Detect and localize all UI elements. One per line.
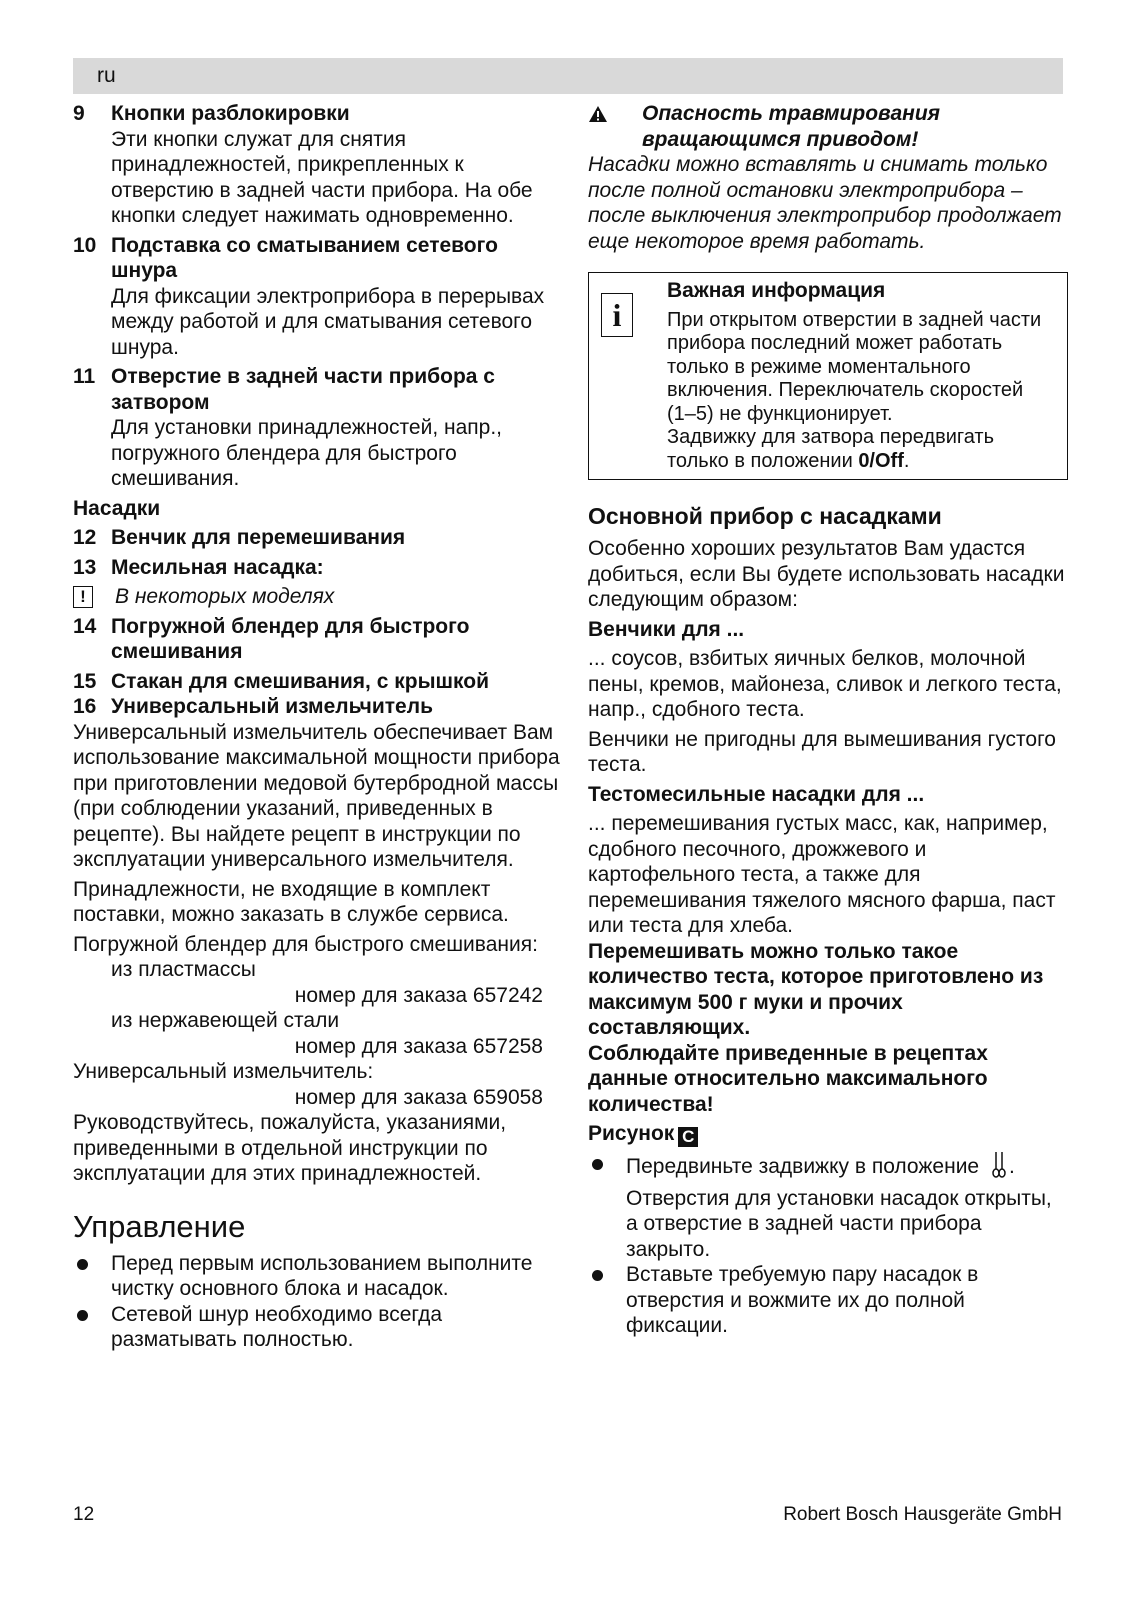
item-title: Месильная насадка: (111, 555, 324, 579)
bullet-text: Перед первым использованием выполните чистку основного блока и насадок. (111, 1251, 533, 1300)
list-item (73, 233, 563, 361)
manual-reference: Руководствуйтесь, пожалуйста, указаниями, приведенными в отдельной инструкции по эксплуатации для этих принадлежностей. (73, 1111, 507, 1185)
order-number: номер для заказа 657258 (294, 1034, 543, 1058)
figure-letter-badge: C (678, 1127, 698, 1147)
list-item (73, 101, 563, 229)
item-title: Венчик для перемешивания (111, 526, 406, 549)
bullet-icon (588, 1151, 626, 1262)
model-note (73, 584, 563, 610)
item-title: Подставка со сматыванием сетевого шнура (111, 233, 498, 282)
item-title: Стакан для смешивания, с крышкой (111, 669, 489, 693)
chopper-description: Универсальный измельчитель обеспечивает Вам использование максимальной мощности прибора при приготовлении медовой бутербродной массы (при соблюдении указаний, приведенных в рецепте). Вы найдете рецепт в инструкции по эксплуатации универсального измельчителя. (73, 720, 560, 871)
item-number: 12 (73, 526, 97, 549)
section-title: Основной прибор с насадками (588, 503, 942, 529)
whisks-heading: Венчики для ... (588, 617, 745, 641)
right-column (588, 101, 1068, 1339)
info-text-2: Задвижку для затвора передвигать только в положении 0/Off. (667, 426, 994, 472)
quantity-warning: Перемешивать можно только такое количество теста, которое приготовлено из максимум 500 г муки и прочих составляющих. (588, 939, 1044, 1039)
item-number: 13 (73, 555, 97, 579)
intro-text: Особенно хороших результатов Вам удастся добиться, если Вы будете использовать насадки следующим образом: (588, 537, 1065, 611)
plastic-variant: из пластмассы (111, 958, 256, 981)
list-item (73, 555, 563, 581)
bullet-item (588, 1262, 1068, 1339)
off-position: 0/Off (858, 449, 904, 472)
item-title: Универсальный измельчитель (111, 695, 433, 718)
info-icon: i (589, 279, 667, 473)
figure-label: Рисунок C (588, 1121, 1068, 1147)
bullet-icon (588, 1262, 626, 1339)
bullet-icon (73, 1302, 111, 1353)
chopper-label: Универсальный измельчитель: (73, 1060, 374, 1083)
blender-heading: Погружной блендер для быстрого смешивания: (73, 932, 538, 956)
list-item (73, 614, 563, 665)
info-box (588, 272, 1068, 480)
warning-title: Опасность травмирования вращающимся приводом! (642, 102, 941, 151)
section-title: Управление (73, 1208, 246, 1244)
page-number: 12 (73, 1504, 95, 1525)
hooks-heading: Тестомесильные насадки для ... (588, 782, 925, 806)
whisks-note: Венчики не пригодны для вымешивания густого теста. (588, 727, 1056, 776)
item-number: 10 (73, 233, 97, 257)
item-number: 15 (73, 669, 97, 693)
bullet-item (73, 1251, 563, 1302)
whisks-text: ... соусов, взбитых яичных белков, молочной пены, кремов, майонеза, сливок и легкого теста, напр., сдобного теста. (588, 647, 1062, 721)
item-number: 14 (73, 614, 97, 638)
info-text: При открытом отверстии в задней части прибора последний может работать только в режиме моментального включения. Переключатель скоростей (1–5) не функционирует. (667, 308, 1042, 425)
list-item (73, 669, 563, 695)
item-number: 16 (73, 695, 97, 718)
whisk-position-icon (989, 1151, 1009, 1186)
item-text: Для фиксации электроприбора в перерывах между работой и для сматывания сетевого шнура. (111, 284, 545, 359)
bullet-item (588, 1151, 1068, 1262)
item-number: 9 (73, 102, 85, 125)
steel-variant: из нержавеющей стали (111, 1009, 340, 1032)
item-text: Эти кнопки служат для снятия принадлежностей, прикрепленных к отверстию в задней части прибора. На обе кнопки следует нажимать одновременно. (111, 127, 533, 227)
attachments-heading: Насадки (73, 496, 161, 520)
hooks-text: ... перемешивания густых масс, как, например, сдобного песочного, дрожжевого и картофельного теста, а также для перемешивания тяжелого мясного фарша, паст или теста для хлеба. (588, 812, 1056, 937)
warning-block (588, 101, 1068, 152)
warning-triangle-icon (588, 101, 642, 152)
info-title: Важная информация (667, 279, 886, 302)
bullet-text: Передвиньте задвижку в положение . (626, 1151, 1068, 1186)
list-item (73, 364, 563, 492)
bullet-text: Вставьте требуемую пару насадок в отверстия и вожмите их до полной фиксации. (626, 1263, 979, 1337)
bullet-icon (73, 1251, 111, 1302)
list-item (73, 525, 563, 551)
recipe-warning: Соблюдайте приведенные в рецептах данные относительно максимального количества! (588, 1041, 988, 1116)
accessories-order-note: Принадлежности, не входящие в комплект поставки, можно заказать в службе сервиса. (73, 877, 509, 926)
item-number: 11 (73, 365, 96, 388)
item-title: Кнопки разблокировки (111, 102, 350, 125)
order-number: номер для заказа 657242 (294, 983, 543, 1007)
exclamation-icon: ! (73, 586, 93, 608)
language-code: ru (97, 64, 116, 87)
bullet-subtext: Отверстия для установки насадок открыты, а отверстие в задней части прибора закрыто. (626, 1186, 1052, 1261)
order-number: номер для заказа 659058 (294, 1085, 543, 1109)
note-text: В некоторых моделях (115, 585, 335, 608)
bullet-text: Сетевой шнур необходимо всегда разматывать полностью. (111, 1302, 443, 1351)
language-bar (73, 58, 1063, 94)
item-title: Погружной блендер для быстрого смешивания (111, 614, 470, 663)
company-name: Robert Bosch Hausgeräte GmbH (783, 1504, 1062, 1525)
item-title: Отверстие в задней части прибора с затвором (111, 365, 495, 414)
left-column (73, 101, 563, 1353)
item-text: Для установки принадлежностей, напр., погружного блендера для быстрого смешивания. (111, 416, 502, 490)
list-item (73, 694, 563, 720)
bullet-item (73, 1302, 563, 1353)
warning-text: Насадки можно вставлять и снимать только после полной остановки электроприбора – после выключения электроприбор продолжает еще некоторое время работать. (588, 153, 1062, 253)
